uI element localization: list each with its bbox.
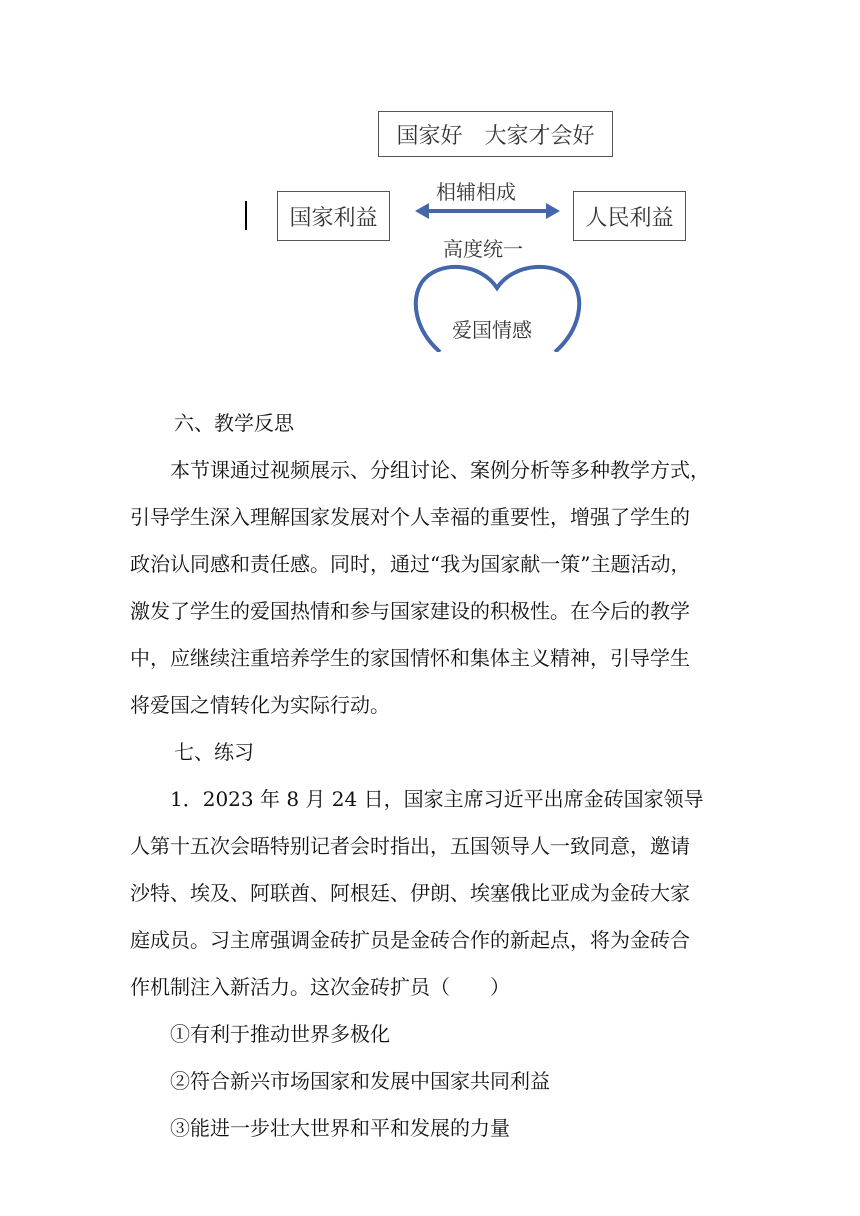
text-cursor: [245, 201, 247, 230]
section6-paragraph: [130, 447, 730, 729]
document-body: [130, 400, 730, 1152]
paragraph-line: 将爱国之情转化为实际行动。: [130, 693, 390, 717]
diagram-top-box: 国家好 大家才会好: [378, 111, 613, 157]
arrow-label-bottom: 高度统一: [443, 237, 523, 261]
double-arrow-icon: [415, 200, 560, 222]
section7-title: 七、练习: [174, 740, 254, 764]
heart-label: 爱国情感: [452, 318, 532, 342]
question-1: [130, 776, 730, 1011]
option-2: ②符合新兴市场国家和发展中国家共同利益: [170, 1069, 550, 1093]
paragraph-line: 中，应继续注重培养学生的家国情怀和集体主义精神，引导学生: [130, 646, 690, 670]
paragraph-line: 引导学生深入理解国家发展对个人幸福的重要性，增强了学生的: [130, 505, 690, 529]
question-line: 庭成员。习主席强调金砖扩员是金砖合作的新起点，将为金砖合: [130, 928, 690, 952]
question-line: 人第十五次会晤特别记者会时指出，五国领导人一致同意，邀请: [130, 834, 690, 858]
option-3: ③能进一步壮大世界和平和发展的力量: [170, 1116, 510, 1140]
question-line: 作机制注入新活力。这次金砖扩员（ ）: [130, 975, 510, 999]
paragraph-line: 激发了学生的爱国热情和参与国家建设的积极性。在今后的教学: [130, 599, 690, 623]
arrow-label-top: 相辅相成: [436, 180, 516, 204]
paragraph-line: 政治认同感和责任感。同时，通过“我为国家献一策”主题活动，: [130, 552, 691, 576]
paragraph-line: 本节课通过视频展示、分组讨论、案例分析等多种教学方式，: [170, 458, 710, 482]
diagram-right-box: 人民利益: [573, 191, 686, 241]
question-line: 1．2023 年 8 月 24 日，国家主席习近平出席金砖国家领导: [170, 787, 704, 811]
option-1: ①有利于推动世界多极化: [170, 1022, 390, 1046]
question-line: 沙特、埃及、阿联酋、阿根廷、伊朗、埃塞俄比亚成为金砖大家: [130, 881, 690, 905]
diagram: [0, 0, 860, 360]
section6-title: 六、教学反思: [174, 411, 294, 435]
diagram-left-box: 国家利益: [277, 191, 390, 241]
